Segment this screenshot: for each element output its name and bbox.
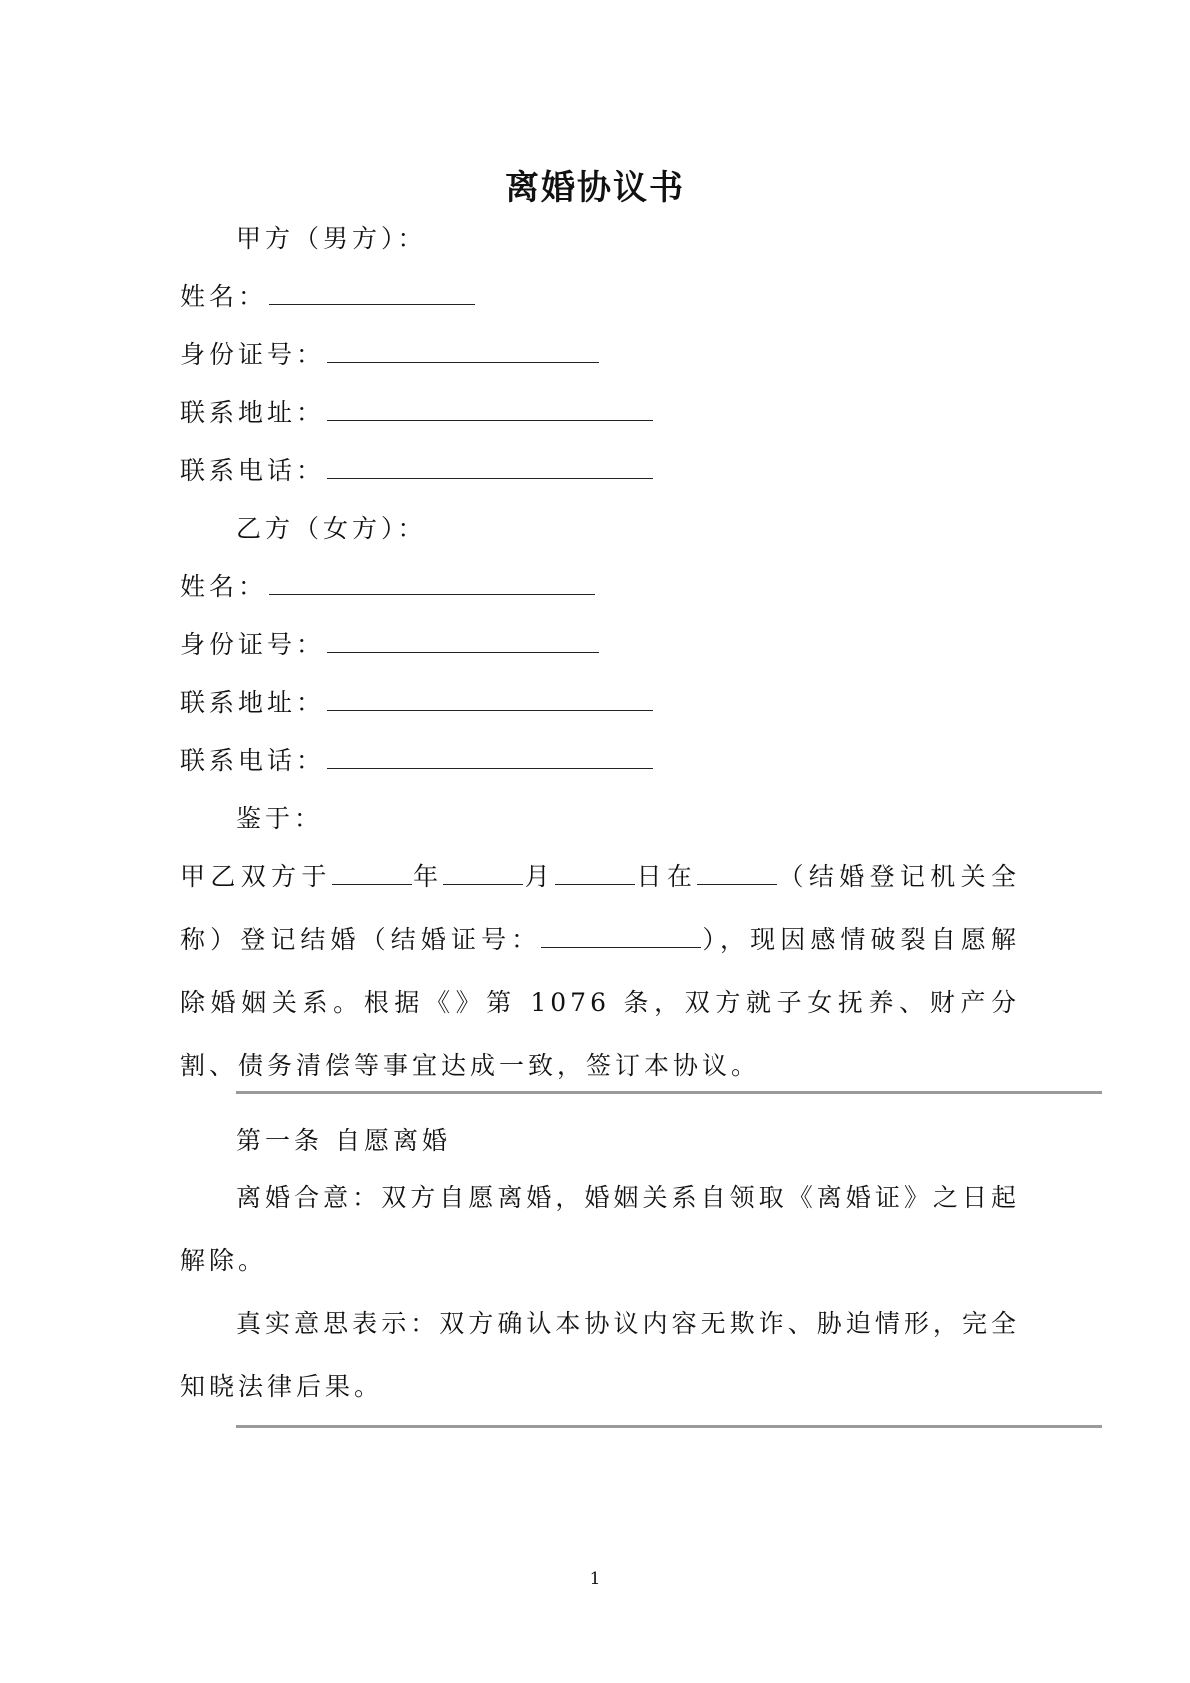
party-a-id-blank[interactable] <box>327 338 599 363</box>
party-b-id-row <box>180 628 599 662</box>
party-b-address-row <box>180 686 653 720</box>
marriage-year-blank[interactable] <box>332 860 412 885</box>
party-b-heading: 乙方（女方）： <box>236 514 427 543</box>
party-a-id-row <box>180 338 599 372</box>
whereas-month-label: 月 <box>523 862 556 891</box>
party-b-name-row <box>180 570 595 604</box>
article-1-clause-1-text: 离婚合意：双方自愿离婚，婚姻关系自领取《离婚证》之日起解除。 <box>180 1183 1020 1275</box>
marriage-cert-number-blank[interactable] <box>541 923 701 948</box>
page-number: 1 <box>589 1569 601 1589</box>
section-divider <box>236 1425 1102 1428</box>
whereas-heading: 鉴于： <box>236 804 324 833</box>
marriage-month-blank[interactable] <box>443 860 523 885</box>
registry-office-blank[interactable] <box>697 860 777 885</box>
party-b-phone-blank[interactable] <box>327 744 653 769</box>
party-a-address-row <box>180 396 653 430</box>
party-a-phone-label: 联系电话： <box>180 456 326 485</box>
whereas-paragraph <box>180 845 1020 1097</box>
party-a-address-label: 联系地址： <box>180 398 326 427</box>
article-1-clause-2 <box>180 1292 1020 1418</box>
whereas-text-2: （结婚登记机关全称）登记结婚（结婚证号： <box>180 862 1020 954</box>
party-b-id-label: 身份证号： <box>180 630 326 659</box>
marriage-day-blank[interactable] <box>555 860 635 885</box>
party-a-heading: 甲方（男方）： <box>236 224 427 253</box>
party-a-name-row <box>180 280 475 314</box>
article-1-clause-1 <box>180 1166 1020 1292</box>
document-title: 离婚协议书 <box>505 168 685 208</box>
party-a-id-label: 身份证号： <box>180 340 326 369</box>
party-b-phone-row <box>180 744 653 778</box>
section-divider <box>236 1091 1102 1094</box>
party-b-address-blank[interactable] <box>327 686 653 711</box>
party-a-phone-blank[interactable] <box>327 454 653 479</box>
party-b-id-blank[interactable] <box>327 628 599 653</box>
whereas-year-label: 年 <box>411 862 444 891</box>
party-a-address-blank[interactable] <box>327 396 653 421</box>
article-1-clause-2-text: 真实意思表示：双方确认本协议内容无欺诈、胁迫情形，完全知晓法律后果。 <box>180 1309 1020 1401</box>
whereas-day-label: 日在 <box>635 862 698 891</box>
party-a-name-blank[interactable] <box>269 280 475 305</box>
article-1-heading: 第一条 自愿离婚 <box>236 1126 451 1155</box>
party-a-name-label: 姓名： <box>180 282 268 311</box>
whereas-text-1: 甲乙双方于 <box>180 862 332 891</box>
party-a-phone-row <box>180 454 653 488</box>
whereas-text-3: ），现因感情破裂自愿解除婚姻关系。根据《》第 1076 条，双方就子女抚养、财产分割、债务清偿等事宜达成一致，签订本协议。 <box>180 925 1020 1080</box>
party-b-name-blank[interactable] <box>269 570 595 595</box>
party-b-name-label: 姓名： <box>180 572 268 601</box>
party-b-phone-label: 联系电话： <box>180 746 326 775</box>
party-b-address-label: 联系地址： <box>180 688 326 717</box>
